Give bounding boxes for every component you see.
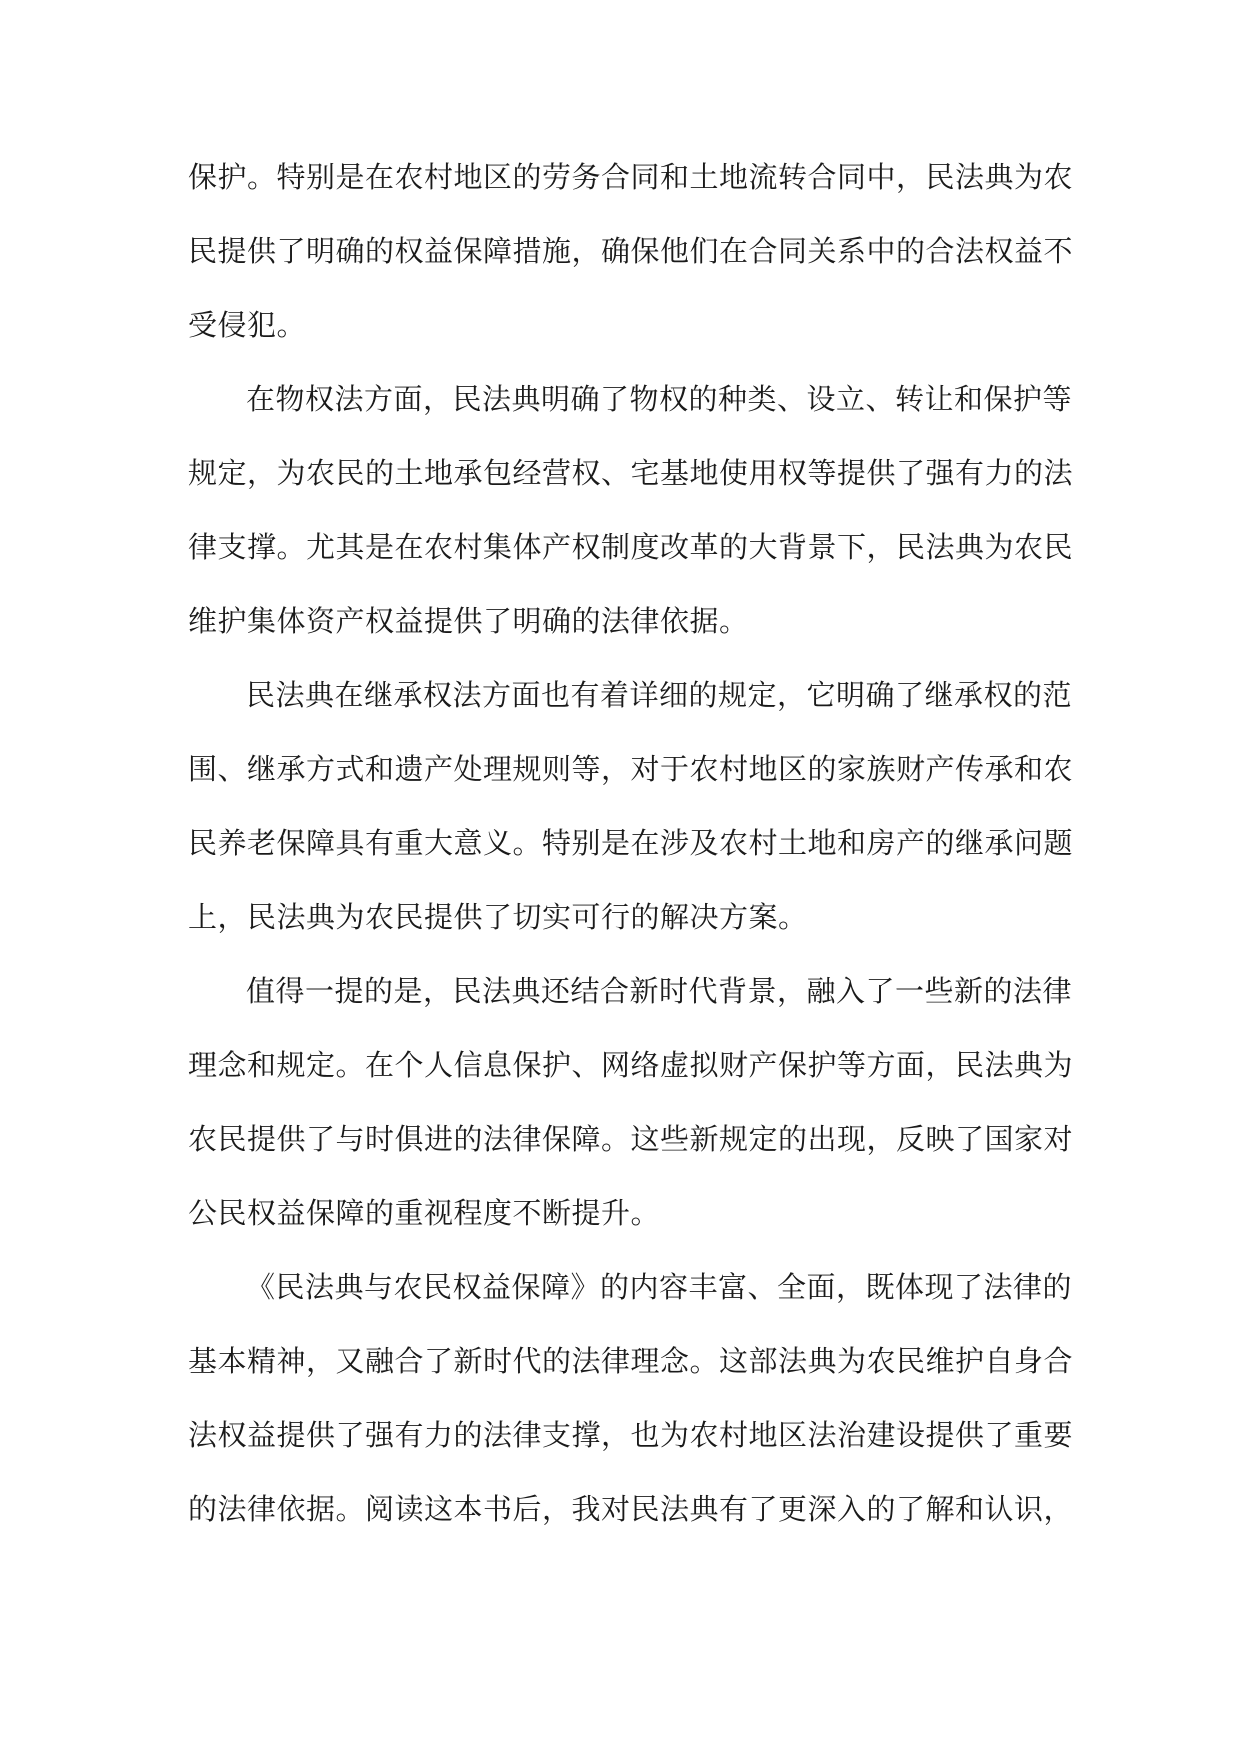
text-line: 基本精神，又融合了新时代的法律理念。这部法典为农民维护自身合: [188, 1344, 1074, 1378]
paragraph-book-summary: [188, 1250, 1074, 1546]
text-line: 理念和规定。在个人信息保护、网络虚拟财产保护等方面，民法典为: [188, 1048, 1074, 1082]
text-line: 公民权益保障的重视程度不断提升。: [188, 1196, 661, 1230]
text-line: 围、继承方式和遗产处理规则等，对于农村地区的家族财产传承和农: [188, 752, 1074, 786]
text-line: 在物权法方面，民法典明确了物权的种类、设立、转让和保护等: [246, 382, 1073, 416]
text-line: 法权益提供了强有力的法律支撑，也为农村地区法治建设提供了重要: [188, 1418, 1074, 1452]
text-line: 规定，为农民的土地承包经营权、宅基地使用权等提供了强有力的法: [188, 456, 1074, 490]
document-body: [188, 140, 1074, 1546]
text-line: 民法典在继承权法方面也有着详细的规定，它明确了继承权的范: [246, 678, 1073, 712]
text-line: 保护。特别是在农村地区的劳务合同和土地流转合同中，民法典为农: [188, 160, 1074, 194]
text-line: 上，民法典为农民提供了切实可行的解决方案。: [188, 900, 808, 934]
text-line: 民养老保障具有重大意义。特别是在涉及农村土地和房产的继承问题: [188, 826, 1074, 860]
text-line: 受侵犯。: [188, 308, 307, 342]
text-line: 民提供了明确的权益保障措施，确保他们在合同关系中的合法权益不: [188, 234, 1074, 268]
text-line: 律支撑。尤其是在农村集体产权制度改革的大背景下，民法典为农民: [188, 530, 1074, 564]
text-line: 《民法典与农民权益保障》的内容丰富、全面，既体现了法律的: [246, 1270, 1073, 1304]
paragraph-inheritance-law: [188, 658, 1074, 954]
paragraph-new-era-concepts: [188, 954, 1074, 1250]
text-line: 维护集体资产权益提供了明确的法律依据。: [188, 604, 749, 638]
paragraph-property-law: [188, 362, 1074, 658]
text-line: 值得一提的是，民法典还结合新时代背景，融入了一些新的法律: [246, 974, 1073, 1008]
text-line: 的法律依据。阅读这本书后，我对民法典有了更深入的了解和认识，: [188, 1492, 1074, 1526]
text-line: 农民提供了与时俱进的法律保障。这些新规定的出现，反映了国家对: [188, 1122, 1074, 1156]
paragraph-contract-protection: [188, 140, 1074, 362]
